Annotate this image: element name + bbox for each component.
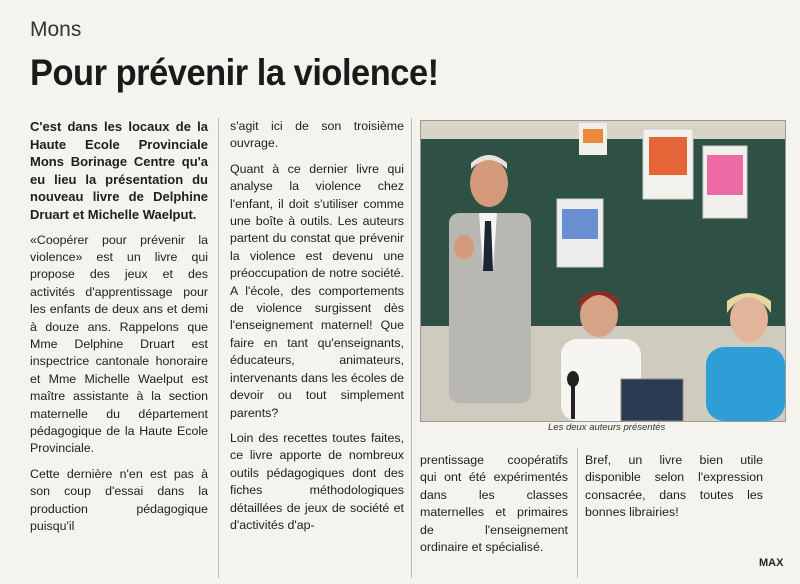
photo-illustration	[421, 121, 785, 421]
body-paragraph: s'agit ici de son troisième ouvrage.	[230, 119, 404, 151]
photo-authors	[420, 120, 786, 422]
section-kicker: Mons	[30, 18, 82, 41]
headline: Pour prévenir la violence!	[30, 52, 439, 93]
photo-caption: Les deux auteurs présentés	[548, 422, 666, 433]
column-2	[230, 118, 404, 542]
body-paragraph: «Coopérer pour prévenir la violence» est un livre qui propose des jeux et des activités d'apprentissage pour les enfants de deux ans et demi à douze ans. Rappelons que Mme Delphine Druart est inspectrice cantonale honoraire et Mme Michelle Waelput est maître assistante à la section maternelle du département pédagogique de la Haute Ecole Provinciale.	[30, 232, 208, 456]
body-paragraph: prentissage coopératifs qui ont été expérimentés dans les classes maternelles et primaires de l'enseignement ordinaire et spécialisé.	[420, 453, 568, 555]
column-3	[420, 452, 568, 564]
body-paragraph: Loin des recettes toutes faites, ce livre apporte de nombreux outils pédagogiques dont des fiches méthodologiques détaillées de jeux de société et d'activités d'ap-	[230, 430, 404, 532]
column-1	[30, 118, 208, 543]
lead-paragraph: C'est dans les locaux de la Haute Ecole Provinciale Mons Borinage Centre qu'a eu lieu la présentation du nouveau livre de Delphine Druart et Michelle Waelput.	[30, 119, 208, 222]
column-4	[585, 452, 763, 530]
column-rule	[218, 118, 219, 578]
body-paragraph: Bref, un livre bien utile disponible selon l'expression consacrée, dans toutes les bonnes librairies!	[585, 453, 763, 520]
author-signature: MAX	[759, 557, 784, 569]
body-paragraph: Quant à ce dernier livre qui analyse la violence chez l'enfant, il doit s'utiliser comme une boîte à outils. Les auteurs partent du constat que prévenir la violence est devenu une préoccupation de notre société. A l'école, des comportements de violence surgissent dès l'enseignement maternel! Que faire en tant qu'enseignants, éducateurs, animateurs, intervenants dans les écoles de devoir ou tout simplement parents?	[230, 161, 404, 420]
column-rule	[411, 118, 412, 578]
column-rule	[577, 448, 578, 578]
body-paragraph: Cette dernière n'en est pas à son coup d'essai dans la production pédagogique puisqu'il	[30, 466, 208, 534]
